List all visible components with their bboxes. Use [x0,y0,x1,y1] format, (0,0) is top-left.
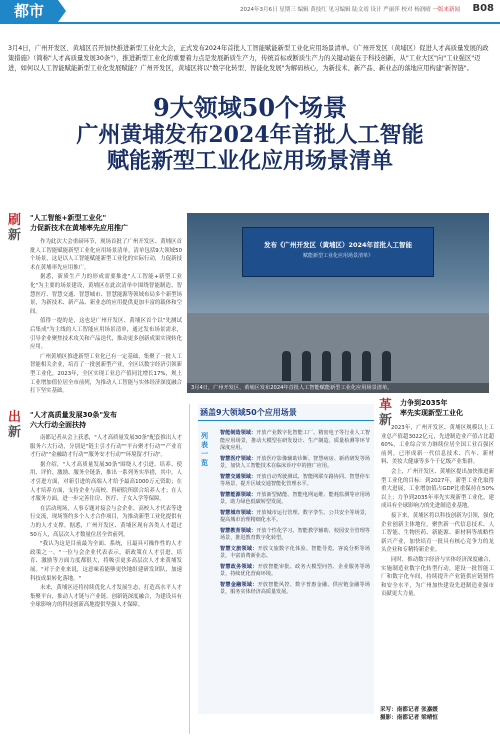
box-side-label: 列表一览 [201,432,208,467]
keyword-refresh: 刷 新 [8,213,22,243]
news-photo [187,213,489,393]
list-item: 智能制造领域：开放产业数字化智能工厂、精密电子等行业人工智能应用场景，推动大模型在研发设计、生产制造、质量检测等环节深度应用。 [220,430,370,451]
screen-subtitle: 赋能新型工业化应用场景清单》 [302,253,373,259]
list-item: 智慧文旅领域：开放文旅数字化体验、智能导览、客流分析等场景，丰富消费新业态。 [220,545,370,559]
byline: 采写：南都记者 张嘉媛 摄影：南都记者 梁晴恒 [380,707,438,721]
subhead-3: 力争到2035年 率先实现新型工业化 [400,399,463,417]
list-item: 智慧交通领域：开放自动驾驶测试、智能网联车路协同、智慧停车等场景，提升区域交通智能化管理水平。 [220,473,370,487]
page-number: B08 [472,3,494,14]
photo-caption: 3月4日，广州开发区、黄埔区发布2024年首批人工智能赋能新型工业化应用场景清单。 [187,383,489,393]
headline-line-3: 赋能新型工业化应用场景清单 [106,148,393,174]
scenario-list [220,430,370,600]
box-title: 涵盖9大领域50个应用场景 [200,408,297,417]
header-meta: 2024年3月6日 星期三 编辑 黄技红 见习编辑 陆文靖 设计 严丽萍 校对 杨润晴 一版来新闻 [240,7,460,13]
article-body-3: 2023年，广州开发区、黄埔区规模以上工业总产值超3022亿元，先进制造业产值占比超60%，工业综合实力继续位居全国工业百强区前列，已形成新一代信息技术、汽车、新材料、美妆大健康等多个千亿级产业集群。 会上，广州开发区、黄埔区提出加快推进新型工业化的目标：到2027年，新型工业化取得重大进展，工业增加值占GDP比重保持在50%以上；力争到2035年率先实现新型工业化，建成具有全球影响力的先进制造业基地。 接下来，黄埔区将以科技创新为引领，强化企业创新主体地位，聚焦新一代信息技术、人工智能、生物医药、新能源、新材料等战略性新兴产业，加快培育一批具有核心竞争力的龙头企业和专精特新企业。 同时，推动数字经济与实体经济深度融合，实施制造业数字化转型行动，建设一批智能工厂和数字化车间，持续提升产业链供应链韧性和安全水平，为广州加快建设先进制造业强市贡献更大力量。 [381,425,494,598]
list-item: 智慧政务领域：开放智能审批、政务大模型问答、企业服务等场景，持续优化营商环境。 [220,563,370,577]
headline-line-2: 广州黄埔发布2024年首批人工智能 [76,122,424,148]
page-header [0,0,500,22]
person-figure [342,351,351,381]
person-figure [302,351,311,381]
column-divider [189,404,190,734]
person-figure [282,351,291,381]
header-meta-red: 一版来新闻 [432,7,460,13]
section-tag: 都市 [0,0,58,22]
box-rule [198,420,374,421]
headline-line-1: 9大领域50个场景 [152,93,348,122]
list-item: 智慧城市领域：开放城市运行管理、数字孪生、公共安全等场景，提高城市治理精细化水平。 [220,509,370,523]
list-item: 智慧金融领域：开放智能风控、数字普惠金融、供应链金融等场景，服务实体经济高质量发展。 [220,581,370,595]
stage [187,313,489,393]
headline [0,94,500,174]
lead-paragraph: 3月4日，广州开发区、黄埔区召开加快推进新型工业化大会，正式发布2024年首批人工智能赋能新型工业化应用场景清单。《广州开发区（黄埔区）促进人才高质量发展的政策措施》（简称"人才高质量发展30条"），推进新型工业化的重要着力点是发展新质生产力，传统首标或断质生产力的关键动能在于科技创新，从"工业大区"向"工业强区"迈进，如何以人工智能赋能新型工业化发展赋能？广州开发区，黄埔区将以"数字化转型、智能化发展"为解码核心，为新技术、新产品、新业态的落地应用构建"新智链"。 [8,45,489,72]
stage-screen [242,227,434,277]
list-item: 智慧医疗领域：开放医疗影像辅助诊断、智慧病房、新药研发等场景，加快人工智能技术在临床诊疗中的推广应用。 [220,455,370,469]
keyword-innovate: 革 新 [379,398,393,428]
subhead-2: "人才高质量发展30条"发布 六大行动全面扶持 [30,411,118,429]
header-divider [0,22,500,24]
list-item: 智慧教育领域：开放个性化学习、智能教学辅助、校园安全管理等场景，推进教育数字化转型。 [220,527,370,541]
person-figure [382,351,391,381]
article-body-1: 作为此次大会重磅环节，现场首批了广州开发区、黄埔区首批人工智能赋能新型工业化应用场景清单，清单包括9大领域50个场景，这是以人工智能赋能新型工业化的实际行动，力促新技术在黄埔率先应用推广。 据悉，新质生产力的形成需要推进"人工智能+新型工业化"为主要的场景建设，黄埔区在此次清单中围绕智能制造、智慧医疗、智慧交通、智慧城市、智慧能源等领域布局多个新型场景，为新技术、新产品、新业态的应用提供更加丰富的载体和空间。 值得一提的是，这也是广州开发区、黄埔区首个以"先测试后集成"为主线的人工智能应用场景清单，通过发布场景需求，引导企业聚焦技术攻关和产品迭代，推动更多创新成果实现转化应用。 广州黄埔区推进新型工业化已有一定基础，集聚了一批人工智能相关企业，培育了一批创新型产业，全区以数字经济引领新型工业化，2023年，全区实现工业总产值同比增长17%，规上工业增加值位居全市前列，为推动人工智能与实体经济深度融合打下坚实基础。 [30,239,182,395]
article-body-2: 南都记者从会上获悉，"人才高质量发展30条"配套推出人才服务六大行动，分别是"链主引才行动""平台聚才行动""产业育才行动""金融助才行动""服务安才行动""环境留才行动"。 据介绍，"人才高质量发展30条"围绕人才引进、培养、使用、评价、激励、服务全链条，推出一系列务实举措，其中，人才引进方面，对新引进的高端人才给予最高1000万元资助；在人才培养方面，支持企业与高校、科研院所联合培养人才；在人才服务方面，进一步完善住房、医疗、子女入学等保障。 在活动现场，人事专题对接会与会企业、高校人才代表等进行交流，现场签约多个人才合作项目，为推动新型工业化提供有力的人才支撑。据悉，广州开发区、黄埔区现有各类人才超过50万人，高层次人才数量位居全省前列。 "我认为这是目前最为全面、系统，且最具可操作性的人才政策之一。"一位与会企业代表表示，新政策在人才引进、培育、激励等方面力度都很大，将吸引更多高层次人才来黄埔发展。"对于企业来说，这意味着能够更快地组建研发团队，加速科技成果转化落地。" 未来，黄埔区还将持续优化人才发展生态，打造高水平人才集聚平台，推动人才链与产业链、创新链深度融合，为建设具有全球影响力的科技创新高地提供坚强人才保障。 [30,435,182,609]
subhead-1: "人工智能+新型工业化" 力促新技术在黄埔率先应用推广 [30,214,128,232]
person-figure [322,351,331,381]
screen-title: 发布《广州开发区（黄埔区）2024年首批人工智能 [263,241,413,249]
keyword-new: 出 新 [8,410,22,440]
person-figure [362,351,371,381]
list-item: 智慧能源领域：开放新型储能、智能电网运维、能耗监测等应用场景，助力绿色低碳转型发展。 [220,491,370,505]
